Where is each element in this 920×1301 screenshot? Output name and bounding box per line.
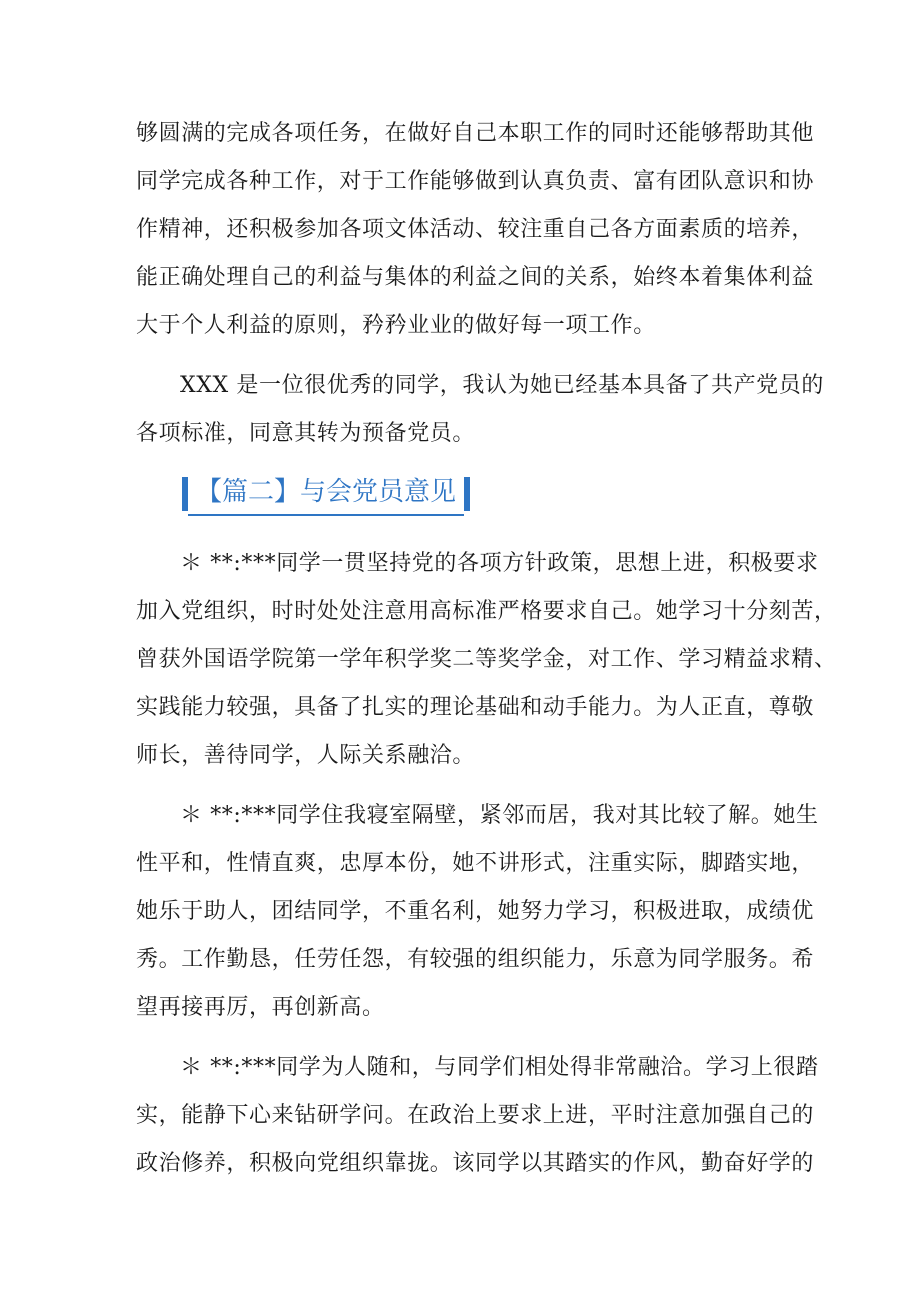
paragraph-line: ＊ **:***同学为人随和，与同学们相处得非常融洽。学习上很踏 bbox=[180, 1055, 819, 1080]
paragraph-line: 同学完成各种工作，对于工作能够做到认真负责、富有团队意识和协 bbox=[136, 169, 815, 194]
paragraph-line: 能正确处理自己的利益与集体的利益之间的关系，始终本着集体利益 bbox=[136, 265, 815, 290]
paragraph-line: 望再接再厉，再创新高。 bbox=[136, 995, 385, 1020]
paragraph-line: XXX 是一位很优秀的同学，我认为她已经基本具备了共产党员的 bbox=[180, 373, 824, 398]
paragraph-line: 实，能静下心来钻研学问。在政治上要求上进，平时注意加强自己的 bbox=[136, 1103, 815, 1128]
paragraph-line: 师长，善待同学，人际关系融洽。 bbox=[136, 743, 476, 768]
paragraph-line: ＊ **:***同学一贯坚持党的各项方针政策，思想上进，积极要求 bbox=[180, 551, 819, 576]
paragraph-line: 实践能力较强，具备了扎实的理论基础和动手能力。为人正直，尊敬 bbox=[136, 695, 815, 720]
paragraph-line: 作精神，还积极参加各项文体活动、较注重自己各方面素质的培养， bbox=[136, 217, 815, 242]
paragraph-line: 够圆满的完成各项任务，在做好自己本职工作的同时还能够帮助其他 bbox=[136, 121, 815, 146]
paragraph-line: 秀。工作勤恳，任劳任怨，有较强的组织能力，乐意为同学服务。希 bbox=[136, 947, 815, 972]
paragraph-line: 她乐于助人，团结同学，不重名利，她努力学习，积极进取，成绩优 bbox=[136, 899, 815, 924]
section-heading-text: 【篇二】与会党员意见 bbox=[188, 472, 464, 516]
paragraph-line: 各项标准，同意其转为预备党员。 bbox=[136, 421, 476, 446]
paragraph-line: 曾获外国语学院第一学年积学奖二等奖学金，对工作、学习精益求精、 bbox=[136, 647, 837, 672]
paragraph-line: 大于个人利益的原则，矜矜业业的做好每一项工作。 bbox=[136, 313, 656, 338]
heading-bar-right bbox=[464, 477, 470, 511]
paragraph-line: 政治修养，积极向党组织靠拢。该同学以其踏实的作风，勤奋好学的 bbox=[136, 1151, 815, 1176]
paragraph-line: 性平和，性情直爽，忠厚本份，她不讲形式，注重实际，脚踏实地， bbox=[136, 851, 815, 876]
paragraph-line: 加入党组织，时时处处注意用高标准严格要求自己。她学习十分刻苦， bbox=[136, 599, 837, 624]
paragraph-line: ＊ **:***同学住我寝室隔壁，紧邻而居，我对其比较了解。她生 bbox=[180, 803, 819, 828]
section-heading bbox=[182, 470, 470, 518]
